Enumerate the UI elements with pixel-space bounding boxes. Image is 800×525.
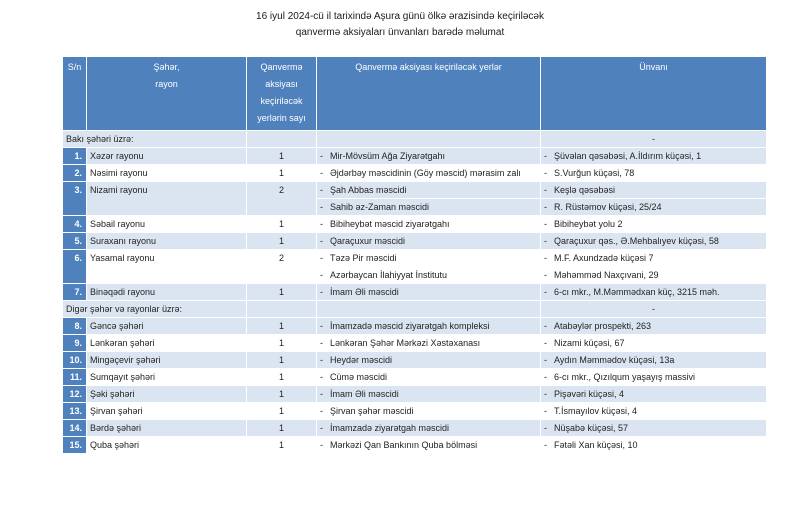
header-city-line1: Şəhər, xyxy=(153,62,180,72)
row-place-text: Bibiheybət məscid ziyarətgahı xyxy=(330,219,450,229)
table-row xyxy=(63,148,767,165)
row-address-text: M.F. Axundzadə küçəsi 7 xyxy=(554,253,654,263)
row-number: 8. xyxy=(63,318,87,335)
row-number: 3. xyxy=(63,182,87,216)
row-address-text: T.İsmayılov küçəsi, 4 xyxy=(554,406,638,416)
row-city: Quba şəhəri xyxy=(87,437,247,454)
row-place-text: Azərbaycan İlahiyyat İnstitutu xyxy=(330,270,448,280)
row-address: - Nüşabə küçəsi, 57 xyxy=(541,420,767,437)
row-number: 9. xyxy=(63,335,87,352)
row-place: - Bibiheybət məscid ziyarətgahı xyxy=(317,216,541,233)
row-place-text: Şah Abbas məscidi xyxy=(330,185,407,195)
row-address-text: Məhəmməd Naxçıvani, 29 xyxy=(554,270,659,280)
row-city: Nizami rayonu xyxy=(87,182,247,216)
row-address-text: Keşlə qəsəbəsi xyxy=(554,185,616,195)
row-address-text: Pişəvəri küçəsi, 4 xyxy=(554,389,625,399)
table-row xyxy=(63,403,767,420)
row-place-text: Heydər məscidi xyxy=(330,355,393,365)
row-number: 15. xyxy=(63,437,87,454)
row-count: 1 xyxy=(247,386,317,403)
row-address: - Şüvəlan qəsəbəsi, A.İldırım küçəsi, 1 xyxy=(541,148,767,165)
section-row xyxy=(63,131,767,148)
row-place-text: Əjdərbəy məscidinin (Göy məscid) mərasim zalı xyxy=(330,168,521,178)
table-row xyxy=(63,369,767,386)
row-address-text: Bibiheybət yolu 2 xyxy=(554,219,623,229)
row-city: Yasamal rayonu xyxy=(87,250,247,284)
table-row xyxy=(63,284,767,301)
row-place-text: Sahib əz-Zaman məscidi xyxy=(330,202,430,212)
row-number: 6. xyxy=(63,250,87,284)
row-place: - Sahib əz-Zaman məscidi xyxy=(317,199,541,216)
row-address: - Atabəylər prospekti, 263 xyxy=(541,318,767,335)
row-place-text: Lənkəran Şəhər Mərkəzi Xəstəxanası xyxy=(330,338,481,348)
row-address-text: 6-cı mkr., M.Məmmədxan küç, 3215 məh. xyxy=(554,287,720,297)
row-address: - 6-cı mkr., M.Məmmədxan küç, 3215 məh. xyxy=(541,284,767,301)
row-number: 11. xyxy=(63,369,87,386)
row-address: - 6-cı mkr., Qızılqum yaşayış massivi xyxy=(541,369,767,386)
table-row xyxy=(63,250,767,267)
row-city: Binəqədi rayonu xyxy=(87,284,247,301)
table-row xyxy=(63,216,767,233)
row-city: Xəzər rayonu xyxy=(87,148,247,165)
row-address: - S.Vurğun küçəsi, 78 xyxy=(541,165,767,182)
header-sn: S/n xyxy=(63,57,87,131)
row-count: 1 xyxy=(247,233,317,250)
row-count: 1 xyxy=(247,284,317,301)
section-row xyxy=(63,301,767,318)
row-place-text: Mərkəzi Qan Bankının Quba bölməsi xyxy=(330,440,478,450)
row-number: 7. xyxy=(63,284,87,301)
row-count: 2 xyxy=(247,250,317,284)
row-place-text: Qaraçuxur məscidi xyxy=(330,236,406,246)
section-dash: - xyxy=(541,131,767,148)
row-place-text: İmamzadə ziyarətgah məscidi xyxy=(330,423,450,433)
row-city: Səbail rayonu xyxy=(87,216,247,233)
row-place: - Şah Abbas məscidi xyxy=(317,182,541,199)
row-number: 13. xyxy=(63,403,87,420)
table-row xyxy=(63,386,767,403)
row-number: 10. xyxy=(63,352,87,369)
row-place-text: Təzə Pir məscidi xyxy=(330,253,397,263)
header-city xyxy=(87,57,247,131)
row-place: - Mir-Mövsüm Ağa Ziyarətgahı xyxy=(317,148,541,165)
donation-locations-table xyxy=(62,56,767,454)
table-row xyxy=(63,420,767,437)
row-count: 2 xyxy=(247,182,317,216)
row-count: 1 xyxy=(247,420,317,437)
row-city: Sumqayıt şəhəri xyxy=(87,369,247,386)
section-title: Bakı şəhəri üzrə: xyxy=(63,131,247,148)
document-title-line2: qanvermə aksiyaları ünvanları barədə məlumat xyxy=(295,27,505,38)
table-row xyxy=(63,233,767,250)
row-address: - Aydın Məmmədov küçəsi, 13a xyxy=(541,352,767,369)
row-place: - Qaraçuxur məscidi xyxy=(317,233,541,250)
row-place: - Azərbaycan İlahiyyat İnstitutu xyxy=(317,267,541,284)
table-row xyxy=(63,165,767,182)
row-place-text: İmamzadə məscid ziyarətgah kompleksi xyxy=(330,321,490,331)
table-body xyxy=(63,131,767,454)
table-row xyxy=(63,318,767,335)
document-title-line1: 16 iyul 2024-cü il tarixində Aşura günü ölkə ərazisində keçiriləcək xyxy=(256,11,544,22)
row-count: 1 xyxy=(247,403,317,420)
section-dash: - xyxy=(541,301,767,318)
row-address-text: S.Vurğun küçəsi, 78 xyxy=(554,168,635,178)
row-address-text: Aydın Məmmədov küçəsi, 13a xyxy=(554,355,675,365)
row-place: - Lənkəran Şəhər Mərkəzi Xəstəxanası xyxy=(317,335,541,352)
row-address-text: Şüvəlan qəsəbəsi, A.İldırım küçəsi, 1 xyxy=(554,151,702,161)
row-address-text: Atabəylər prospekti, 263 xyxy=(554,321,652,331)
section-count xyxy=(247,301,317,318)
row-place-text: Mir-Mövsüm Ağa Ziyarətgahı xyxy=(330,151,446,161)
row-count: 1 xyxy=(247,437,317,454)
row-city: Şirvan şəhəri xyxy=(87,403,247,420)
row-count: 1 xyxy=(247,148,317,165)
row-address-text: Nüşabə küçəsi, 57 xyxy=(554,423,629,433)
row-count: 1 xyxy=(247,352,317,369)
row-address: - Fətəli Xan küçəsi, 10 xyxy=(541,437,767,454)
row-place: - Heydər məscidi xyxy=(317,352,541,369)
row-number: 12. xyxy=(63,386,87,403)
row-address: - Keşlə qəsəbəsi xyxy=(541,182,767,199)
row-address: - T.İsmayılov küçəsi, 4 xyxy=(541,403,767,420)
header-count: Qanvermə aksiyası keçiriləcək yerlərin sayı xyxy=(247,57,317,131)
row-address: - Nizami küçəsi, 67 xyxy=(541,335,767,352)
row-number: 4. xyxy=(63,216,87,233)
row-place: - İmamzadə məscid ziyarətgah kompleksi xyxy=(317,318,541,335)
row-place-text: İmam Əli məscidi xyxy=(330,389,399,399)
header-places: Qanvermə aksiyası keçiriləcək yerlər xyxy=(317,57,541,131)
row-address: - Pişəvəri küçəsi, 4 xyxy=(541,386,767,403)
row-city: Bərdə şəhəri xyxy=(87,420,247,437)
section-count xyxy=(247,131,317,148)
table-row xyxy=(63,352,767,369)
row-count: 1 xyxy=(247,216,317,233)
row-address: - Qaraçuxur qəs., Ə.Mehbalıyev küçəsi, 58 xyxy=(541,233,767,250)
row-city: Mingəçevir şəhəri xyxy=(87,352,247,369)
table-row xyxy=(63,437,767,454)
row-address-text: Nizami küçəsi, 67 xyxy=(554,338,625,348)
row-place: - Mərkəzi Qan Bankının Quba bölməsi xyxy=(317,437,541,454)
header-city-line2: rayon xyxy=(155,79,178,89)
row-place: - İmam Əli məscidi xyxy=(317,284,541,301)
table-row xyxy=(63,335,767,352)
row-address-text: Fətəli Xan küçəsi, 10 xyxy=(554,440,638,450)
row-place-text: Cümə məscidi xyxy=(330,372,388,382)
section-places xyxy=(317,131,541,148)
row-address-text: Qaraçuxur qəs., Ə.Mehbalıyev küçəsi, 58 xyxy=(554,236,719,246)
row-city: Gəncə şəhəri xyxy=(87,318,247,335)
row-place-text: Şirvan şəhər məscidi xyxy=(330,406,414,416)
row-place: - İmam Əli məscidi xyxy=(317,386,541,403)
row-number: 5. xyxy=(63,233,87,250)
row-count: 1 xyxy=(247,165,317,182)
section-places xyxy=(317,301,541,318)
row-city: Suraxanı rayonu xyxy=(87,233,247,250)
table-row xyxy=(63,182,767,199)
row-place: - Şirvan şəhər məscidi xyxy=(317,403,541,420)
row-count: 1 xyxy=(247,335,317,352)
row-address: - Məhəmməd Naxçıvani, 29 xyxy=(541,267,767,284)
row-place-text: İmam Əli məscidi xyxy=(330,287,399,297)
row-city: Nəsimi rayonu xyxy=(87,165,247,182)
row-count: 1 xyxy=(247,369,317,386)
row-address-text: 6-cı mkr., Qızılqum yaşayış massivi xyxy=(554,372,696,382)
header-address: Ünvanı xyxy=(541,57,767,131)
row-place: - Əjdərbəy məscidinin (Göy məscid) mərasim zalı xyxy=(317,165,541,182)
row-city: Şəki şəhəri xyxy=(87,386,247,403)
row-place: - İmamzadə ziyarətgah məscidi xyxy=(317,420,541,437)
row-address: - M.F. Axundzadə küçəsi 7 xyxy=(541,250,767,267)
row-number: 1. xyxy=(63,148,87,165)
row-count: 1 xyxy=(247,318,317,335)
row-address: - Bibiheybət yolu 2 xyxy=(541,216,767,233)
row-place: - Təzə Pir məscidi xyxy=(317,250,541,267)
row-city: Lənkəran şəhəri xyxy=(87,335,247,352)
row-number: 14. xyxy=(63,420,87,437)
row-address: - R. Rüstəmov küçəsi, 25/24 xyxy=(541,199,767,216)
row-address-text: R. Rüstəmov küçəsi, 25/24 xyxy=(554,202,662,212)
row-number: 2. xyxy=(63,165,87,182)
section-title: Digər şəhər və rayonlar üzrə: xyxy=(63,301,247,318)
row-place: - Cümə məscidi xyxy=(317,369,541,386)
